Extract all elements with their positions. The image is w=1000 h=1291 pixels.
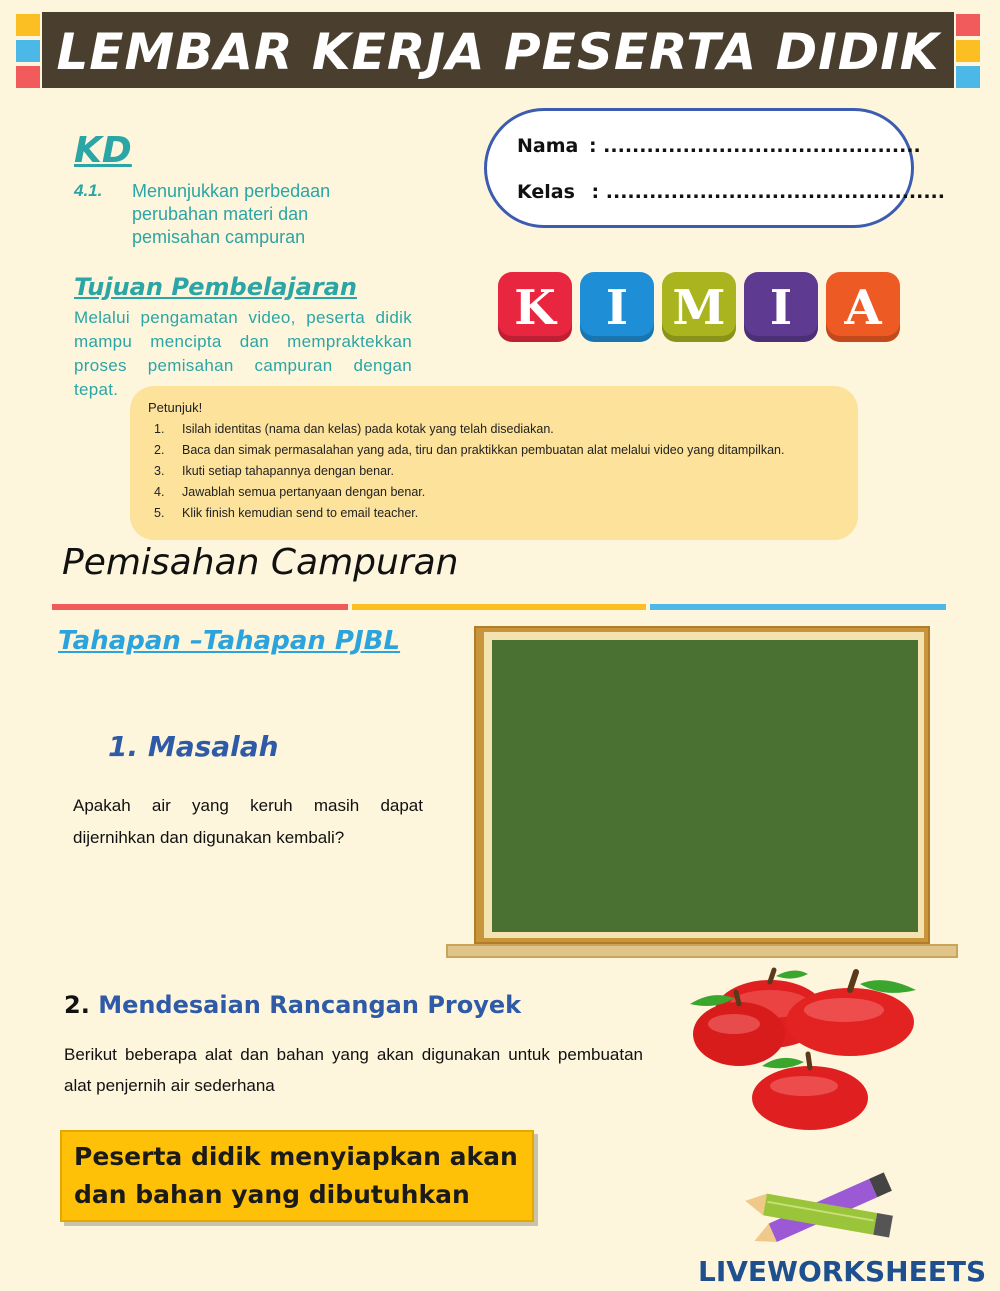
tujuan-text: Melalui pengamatan video, peserta didik mampu mencipta dan mempraktekkan proses pemisahan campuran dengan tepat.: [74, 308, 412, 399]
step2-number: 2.: [64, 991, 90, 1019]
kimia-block-k: K: [498, 272, 572, 342]
kelas-field[interactable]: : ...............................................: [591, 181, 945, 203]
nama-label: Nama: [517, 135, 579, 157]
video-area[interactable]: [492, 640, 918, 932]
page-title: LEMBAR KERJA PESERTA DIDIK: [56, 23, 940, 81]
kimia-block-i2: I: [744, 272, 818, 342]
nama-field[interactable]: : ............................................: [588, 135, 921, 157]
callout-box: [60, 1130, 534, 1222]
divider-stripe-blue: [650, 604, 946, 610]
corner-square-red-tr: [956, 14, 980, 36]
instruction-item: 2. Baca dan simak permasalahan yang ada, tiru dan praktikkan pembuatan alat melalui video yang ditampilkan.: [154, 443, 785, 457]
kimia-block-i1: I: [580, 272, 654, 342]
step2-title-text: Mendesaian Rancangan Proyek: [98, 991, 522, 1019]
kd-text: Menunjukkan perbedaan perubahan materi dan pemisahan campuran: [132, 181, 331, 247]
instruction-item: 1. Isilah identitas (nama dan kelas) pada kotak yang telah disediakan.: [154, 422, 554, 436]
brand-logo[interactable]: LIVEWORKSHEETS: [698, 1255, 987, 1288]
callout-text: Peserta didik menyiapkan akan dan bahan yang dibutuhkan: [74, 1142, 518, 1209]
instruction-item: 3. Ikuti setiap tahapannya dengan benar.: [154, 464, 394, 478]
kelas-row: [517, 181, 945, 203]
corner-square-yellow-tl: [16, 14, 40, 36]
chalkboard-ledge: [446, 944, 958, 958]
corner-square-yellow-tr: [956, 40, 980, 62]
step1-title: 1. Masalah: [108, 730, 279, 763]
corner-square-blue-tr: [956, 66, 980, 88]
divider-stripe-red: [52, 604, 348, 610]
kimia-block-a: A: [826, 272, 900, 342]
instruction-item: 5. Klik finish kemudian send to email teacher.: [154, 506, 419, 520]
divider-stripe-yellow: [352, 604, 646, 610]
instructions-title: Petunjuk!: [148, 400, 203, 415]
kelas-label: Kelas: [517, 181, 575, 203]
corner-square-red-tl: [16, 66, 40, 88]
pjbl-title: Tahapan –Tahapan PJBL: [58, 626, 401, 656]
section-title: Pemisahan Campuran: [62, 542, 459, 583]
step2-title: [64, 991, 521, 1019]
kd-title: KD: [74, 130, 132, 171]
kd-number: 4.1.: [74, 181, 103, 200]
instructions-box: [130, 386, 858, 540]
step1-text: Apakah air yang keruh masih dapat dijernihkan dan digunakan kembali?: [73, 796, 423, 847]
corner-square-blue-tl: [16, 40, 40, 62]
instruction-item: 4. Jawablah semua pertanyaan dengan benar.: [154, 485, 426, 499]
kimia-block-m: M: [662, 272, 736, 342]
nama-row: [517, 135, 921, 157]
step2-text: Berikut beberapa alat dan bahan yang akan digunakan untuk pembuatan alat penjernih air sederhana: [64, 1045, 643, 1095]
pencils-illustration: [740, 1170, 910, 1260]
identity-box: [484, 108, 945, 228]
apples-illustration: [684, 964, 924, 1134]
tujuan-title: Tujuan Pembelajaran: [74, 273, 357, 301]
